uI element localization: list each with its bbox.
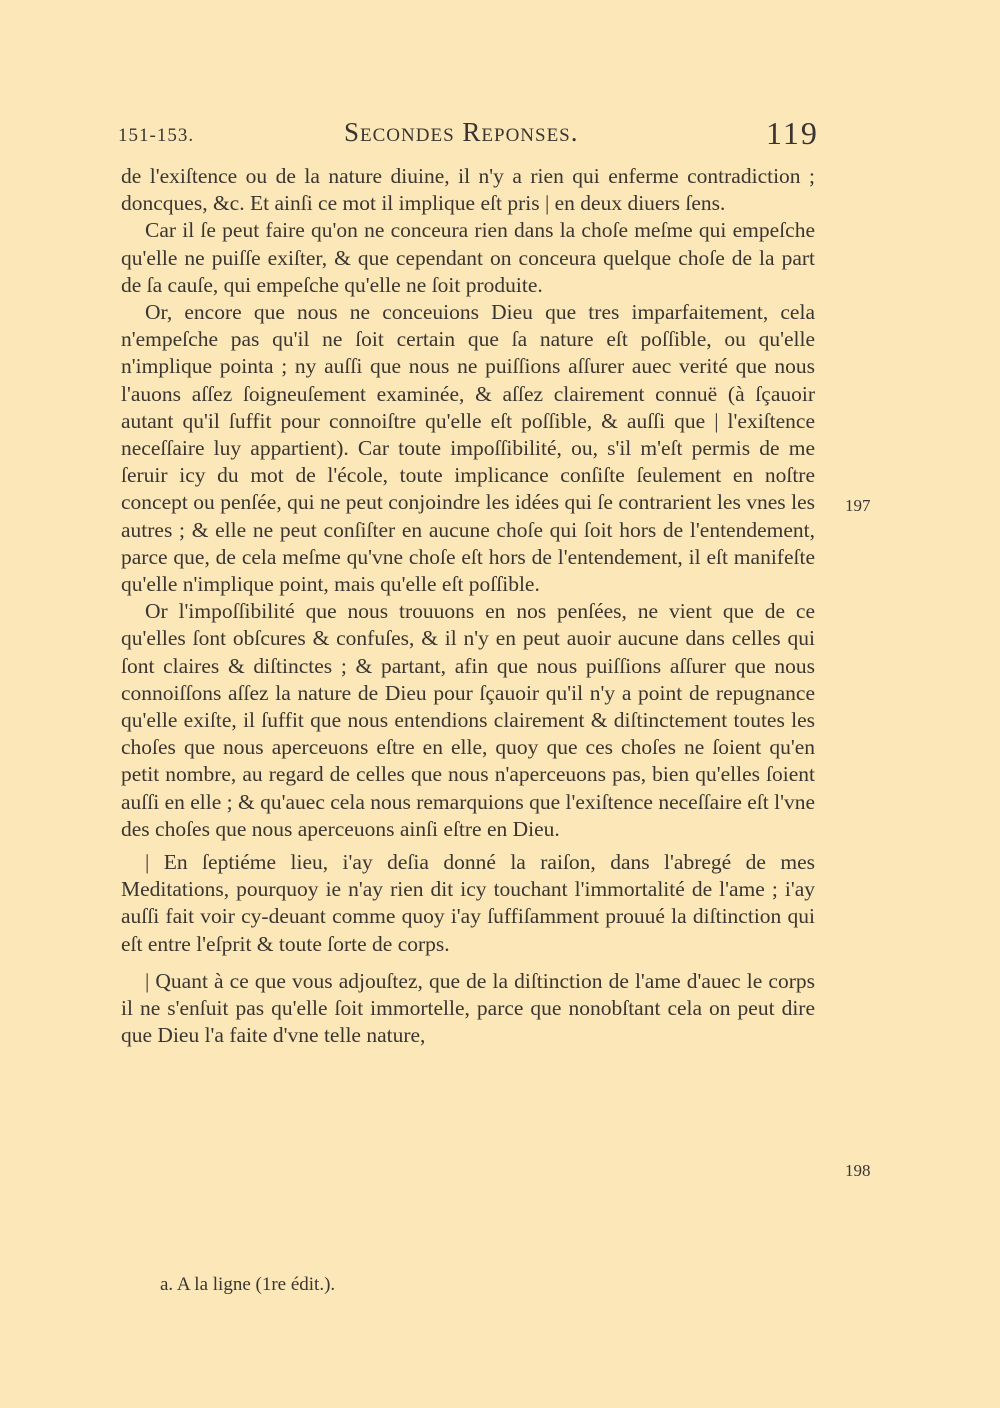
header-page-range: 151-153. (118, 125, 195, 146)
paragraph: de l'exiſtence ou de la nature diuine, il n'y a rien qui enferme contradiction ; doncques, &c. Et ainſi ce mot il implique eſt pris | en deux diuers ſens. (121, 164, 815, 216)
header-title: Secondes Reponses. (344, 117, 579, 147)
paragraph: Car il ſe peut faire qu'on ne conceura rien dans la choſe meſme qui empeſche qu'elle ne puiſſe exiſter, & que cependant on conceura quelque choſe de la part de ſa cauſe, qui empeſche qu'elle ne ſoit produite. (121, 218, 815, 297)
running-header (0, 115, 1000, 155)
paragraph: Or l'impoſſibilité que nous trouuons en nos penſées, ne vient que de ce qu'elles ſont obſcures & confuſes, & il n'y en peut auoir aucune dans celles qui ſont claires & diſtinctes ; & partant, afin que nous puiſſions aſſurer que nous connoiſſons aſſez la nature de Dieu pour ſçauoir qu'il n'y a point de repugnance qu'elle exiſte, il ſuffit que nous entendions clairement & diſtinctement toutes les choſes que nous aperceuons eſtre en elle, quoy que ces choſes ne ſoient qu'en petit nombre, au regard de celles que nous n'aperceuons pas, bien qu'elles ſoient auſſi en elle ; & qu'auec cela nous remarquions que l'exiſtence neceſſaire eſt l'vne des choſes que nous aperceuons ainſi eſtre en Dieu. (121, 599, 815, 841)
paragraph: | En ſeptiéme lieu, i'ay deſia donné la raiſon, dans l'abregé de mes Meditations, pourquoy ie n'ay rien dit icy touchant l'immortalité de l'ame ; i'ay auſſi fait voir cy-deuant comme quoy i'ay ſuffiſamment prouué la diſtinction qui eſt entre l'eſprit & toute ſorte de corps. (121, 850, 815, 956)
paragraph: | Quant à ce que vous adjouſtez, que de la diſtinction de l'ame d'auec le corps il ne s'enſuit pas qu'elle ſoit immortelle, parce que nonobſtant cela on peut dire que Dieu l'a faite d'vne telle nature, (121, 968, 815, 1048)
footnote: a. A la ligne (1re édit.). (160, 1274, 336, 1295)
page-number: 119 (766, 115, 819, 151)
margin-note: 197 (845, 496, 871, 515)
body-text (121, 163, 815, 1050)
paragraph: Or, encore que nous ne conceuions Dieu que tres imparfaitement, cela n'empeſche pas qu'il ne ſoit certain que ſa nature eſt poſſible, ou qu'elle n'implique pointa ; ny auſſi que nous ne puiſſions aſſurer auec verité que nous l'auons aſſez ſoigneuſement examinée, & aſſez clairement connuë (à ſçauoir autant qu'il ſuffit pour connoiſtre qu'elle eſt poſſible, & auſſi que | l'exiſtence neceſſaire luy appartient). Car toute impoſſibilité, ou, s'il m'eſt permis de me ſeruir icy du mot de l'école, toute implicance conſiſte ſeulement en noſtre concept ou penſée, qui ne peut conjoindre les idées qui ſe contrarient les vnes les autres ; & elle ne peut conſiſter en aucune choſe qui ſoit hors de l'entendement, parce que, de cela meſme qu'vne choſe eſt hors de l'entendement, il eſt manifeſte qu'elle n'implique point, mais qu'elle eſt poſſible. (121, 300, 815, 597)
margin-note: 198 (845, 1161, 871, 1180)
